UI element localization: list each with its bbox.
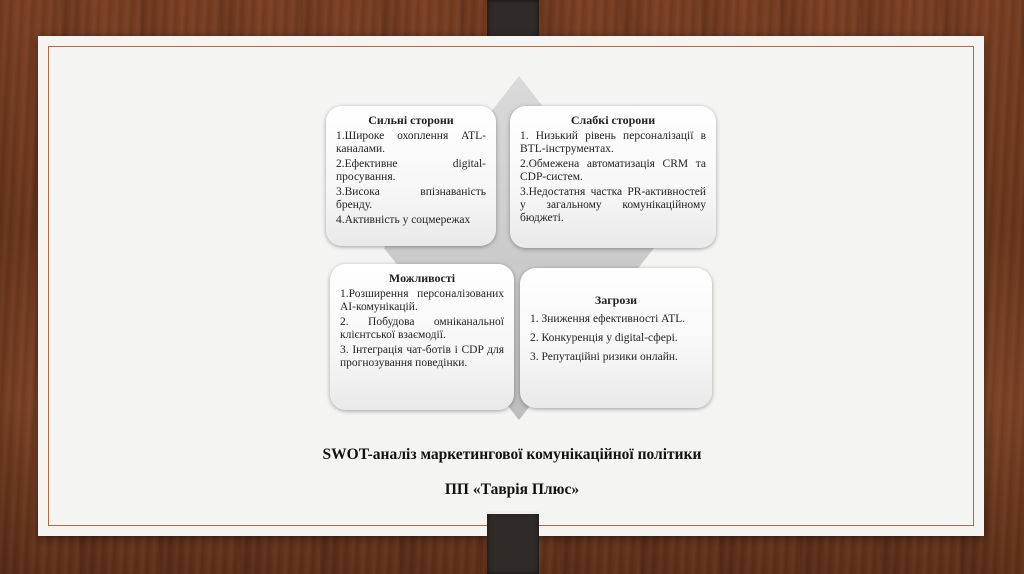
strengths-item: 3.Висока впізнаваність бренду. [336,186,486,211]
threats-item: 2. Конкуренція у digital-сфері. [530,332,678,344]
bottom-binder-strap [487,512,539,574]
threats-box [520,268,712,408]
strengths-box [326,106,496,246]
weaknesses-item: 2.Обмежена автоматизація CRM та CDP-систем. [520,158,706,183]
opportunities-item: 3. Інтеграція чат-ботів і CDP для прогнозування поведінки. [340,344,504,369]
weaknesses-item: 1. Низький рівень персоналізації в BTL-інструментах. [520,130,706,155]
opportunities-item: 2. Побудова омніканальної клієнтської взаємодії. [340,316,504,341]
strengths-item: 1.Широке охоплення ATL-каналами. [336,130,486,155]
weaknesses-title: Слабкі сторони [570,113,656,127]
strengths-title: Сильні сторони [368,113,454,127]
swot-diagram [322,76,716,420]
opportunities-item: 1.Розширення персоналізованих AI-комунікацій. [340,288,504,313]
weaknesses-box [510,106,716,248]
opportunities-box [330,264,514,410]
weaknesses-item: 3.Недостатня частка PR-активностей у загальному комунікаційному бюджеті. [520,186,706,224]
threats-item: 1. Зниження ефективності ATL. [530,313,686,325]
opportunities-title: Можливості [388,271,456,285]
diagram-caption: SWOT-аналіз маркетингової комунікаційної політики [322,446,702,463]
strengths-item: 4.Активність у соцмережах [336,214,471,226]
threats-title: Загрози [594,293,638,307]
threats-item: 3. Репутаційні ризики онлайн. [530,351,678,363]
company-name: ПП «Таврія Плюс» [444,481,580,498]
strengths-item: 2.Ефективне digital-просування. [336,158,486,183]
